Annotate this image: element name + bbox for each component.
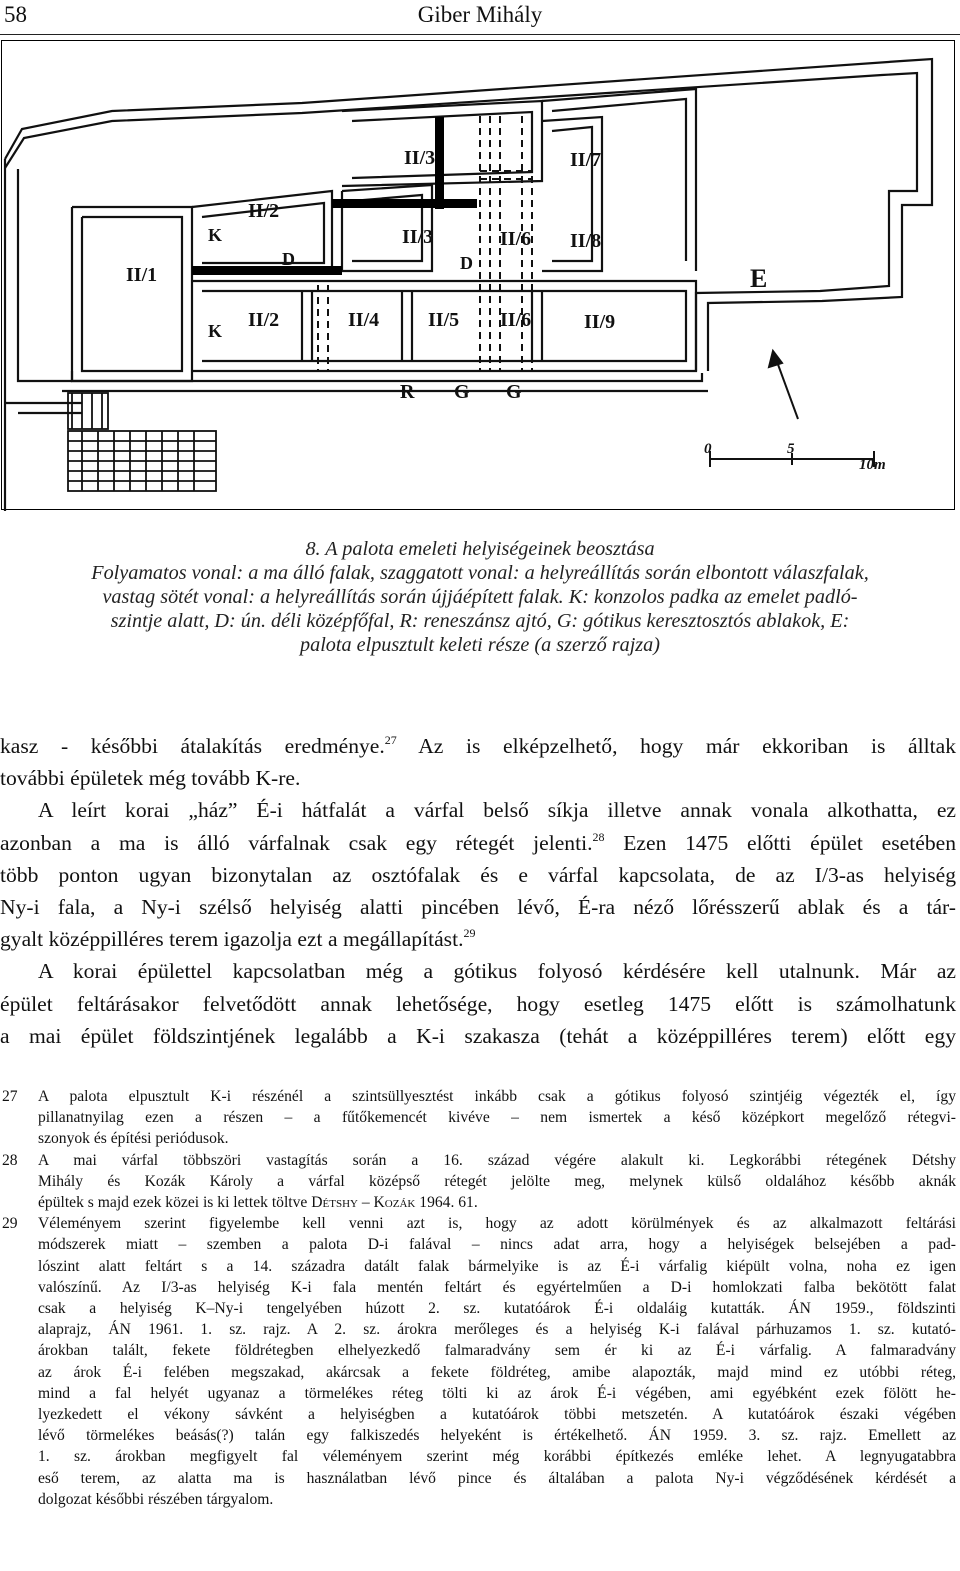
footnote-line: árokban talált, fekete földrétegben elhelyezkedő falmaradvány sem ér ki az É-i várfalig. A falmaradvány: [38, 1342, 956, 1360]
room-label-ii9: II/9: [584, 311, 616, 333]
room-label-ii2-top: II/2: [248, 200, 280, 222]
page-header: [0, 0, 960, 34]
running-head: Giber Mihály: [417, 2, 543, 27]
footnote-line: csak a helyiség K–Ny-i tengelyében húzott 2. sz. kutatóárok É-i oldaláig kutatták. ÁN 1959., földszinti: [38, 1300, 956, 1318]
body-line: A leírt korai „ház” É-i hátfalát a várfal belső síkja illetve annak vonala alkothatta, ez: [38, 798, 956, 823]
footnote-line: [38, 1192, 956, 1213]
body-line: több ponton ugyan bizonytalan az osztófalak és e várfal kapcsolata, de az I/3-as helyiség: [0, 862, 956, 887]
footnote-line: dolgozat későbbi részében tárgyalom.: [38, 1490, 274, 1508]
text-run: Ezen 1475 előtti épület esetében: [604, 830, 957, 855]
footnote-line: lószint alatt feltárt s a 14. századra datált falak bármelyike is az É-i várfalig kiépült volna, noha ez igen: [38, 1257, 956, 1275]
caption-line: szintje alatt, D: ún. déli középfőfal, R: reneszánsz ajtó, G: gótikus keresztosztós ablakok, E:: [110, 610, 850, 632]
footnote-line: 1. sz. árokban megfigyelt fal véleményem szerint még korábbi építkezés emléke lehet. A legnyugatabbra: [38, 1448, 956, 1466]
mark-k-upper: K: [208, 225, 223, 245]
page-number: 58: [4, 2, 27, 27]
room-label-ii8: II/8: [570, 230, 602, 252]
body-line: Ny-i fala, a Ny-i szélső helyiség alatti pincében lévő, É-ra néző lőrésszerű ablak és a tár-: [0, 895, 956, 920]
body-line: [0, 730, 956, 762]
footnote-number: 27: [2, 1088, 18, 1105]
body-text: [0, 730, 956, 1052]
footnote-number: 29: [2, 1215, 18, 1233]
citation-reference: Détshy – Kozák: [311, 1194, 416, 1212]
floor-plan-drawing: [2, 41, 956, 511]
room-label-ii6-bottom: II/6: [500, 309, 532, 331]
footnote-line: Véleményem szerint figyelembe kell venni azt is, hogy az adott körülmények és az alkalmazott feltárási: [38, 1215, 956, 1233]
rebuilt-walls: [192, 117, 477, 275]
room-label-ii5: II/5: [428, 309, 460, 331]
body-line: [0, 827, 956, 859]
room-label-ii3-top: II/3: [404, 147, 436, 169]
text-run: épültek s majd ezek közei is ki lettek töltve: [38, 1194, 312, 1212]
footnote-line: lévő törmelékes beásás(?) talán egy falkiszedés helyeként is értékelhető. ÁN 1959. 3. sz. rajz. Emellett az: [38, 1427, 956, 1445]
text-run: gyalt középpilléres terem igazolja ezt a megállapítást.: [0, 927, 464, 952]
figure-caption: [0, 537, 960, 657]
mark-e: E: [750, 264, 768, 293]
body-line: a mai épület földszintjének legalább a K-i szakasza (tehát a középpilléres terem) előtt egy: [0, 1023, 956, 1048]
room-label-ii2-bottom: II/2: [248, 309, 280, 331]
footnote-line: A palota elpusztult K-i részénél a szintsüllyesztést inkább csak a gótikus folyosó szintjéig végezték el, így: [38, 1088, 956, 1105]
caption-line: palota elpusztult keleti része (a szerző rajza): [300, 634, 660, 656]
footnote-line: pillanatnyilag ezen a részen – a fűtőkemencét kivéve – nem ismertek a késő középkort megelőző rétegvi-: [38, 1109, 956, 1127]
body-line: A korai épülettel kapcsolatban még a gótikus folyosó kérdésére kell utalnunk. Már az: [38, 959, 956, 984]
scale-label-zero: 0: [704, 441, 712, 457]
footnotes: [0, 1086, 956, 1510]
footnote-line: szonyok és építési periódusok.: [38, 1130, 229, 1148]
body-line: [0, 923, 956, 955]
room-label-ii4: II/4: [348, 309, 380, 331]
footnote-line: alaprajz, ÁN 1961. 1. sz. rajz. A 2. sz. árokra merőleges és a helyiség K-i falával párhuzamos 1. sz. kutató-: [38, 1321, 956, 1339]
text-run: azonban a ma is álló várfalnak csak egy rétegét jelenti.: [0, 830, 593, 855]
footnote-line: A mai várfal többszöri vastagítás során a 16. század végére alakult ki. Legkorábbi rétegének Détshy: [38, 1151, 956, 1169]
text-run: 1964. 61.: [415, 1194, 478, 1212]
scale-label-ten: 10m: [859, 457, 886, 473]
caption-line: vastag sötét vonal: a helyreállítás során újjáépített falak. K: konzolos padka az emelet padló-: [102, 586, 858, 608]
footnote-line: valószínű. Az I/3-as helyiség K-i fala mentén feltárt és egyértelműen a D-i homlokzati falba bekötött falat: [38, 1278, 956, 1296]
footnote-28: [0, 1150, 956, 1214]
footnote-ref-28[interactable]: 28: [592, 829, 605, 844]
caption-line: Folyamatos vonal: a ma álló falak, szaggatott vonal: a helyreállítás során elbontott válaszfalak,: [91, 562, 869, 584]
text-run: Az is elképzelhető, hogy már ekkoriban is álltak: [396, 734, 956, 758]
header-rule: [0, 34, 960, 35]
mark-r: R: [400, 381, 415, 403]
footnote-ref-29[interactable]: 29: [463, 926, 476, 941]
scale-label-five: 5: [787, 441, 795, 457]
mark-k-lower: K: [208, 321, 223, 341]
room-label-ii1: II/1: [126, 264, 158, 286]
footnote-line: eső terem, az alatta ma is használatban lévő pince és általában a palota Ny-i végződésének kérdését a: [38, 1469, 956, 1487]
footnote-line: mind a fal helyét ugyanaz a törmelékes réteg tölti ki az árok É-i végében, ami egyébként ezek fölött he-: [38, 1384, 956, 1402]
footnote-ref-27[interactable]: 27: [384, 733, 397, 747]
mark-g1: G: [454, 381, 470, 403]
footnote-number: 28: [2, 1151, 18, 1169]
caption-title: 8. A palota emeleti helyiségeinek beosztása: [305, 538, 655, 560]
mark-d-right: D: [460, 253, 473, 273]
mark-g2: G: [506, 381, 522, 403]
footnote-line: Mihály és Kozák Károly a várfal középső rétegét jelölte meg, melynek külső oldalához később aknák: [38, 1172, 956, 1190]
figure-frame: [1, 40, 955, 510]
body-line: további épületek még tovább K-re.: [0, 766, 301, 791]
staircase: [68, 393, 216, 491]
room-label-ii6-mid: II/6: [500, 228, 532, 250]
body-line: épület feltárásakor felvetődött annak lehetősége, hogy esetleg 1475 előtt is számolhatunk: [0, 991, 956, 1016]
mark-d-left: D: [282, 249, 295, 269]
footnote-29: [0, 1213, 956, 1510]
north-arrow: [769, 351, 798, 419]
footnote-line: az árok É-i felében megszakad, akárcsak a fekete földréteg, amibe alapozták, majd mind ez utóbbi réteg,: [38, 1363, 956, 1381]
footnote-line: lyezkedett el vékony sávként a helyiségben a kutatóárok többi metszetén. A kutatóárok északi végében: [38, 1406, 956, 1424]
footnote-line: módszerek miatt – szemben a palota D-i falával – nincs adat arra, hogy a helyiségek belsejében a pad-: [38, 1236, 956, 1254]
room-label-ii7: II/7: [570, 149, 602, 171]
footnote-27: [0, 1086, 956, 1150]
room-label-ii3-mid: II/3: [402, 226, 434, 248]
text-run: kasz - későbbi átalakítás eredménye.: [0, 734, 385, 758]
